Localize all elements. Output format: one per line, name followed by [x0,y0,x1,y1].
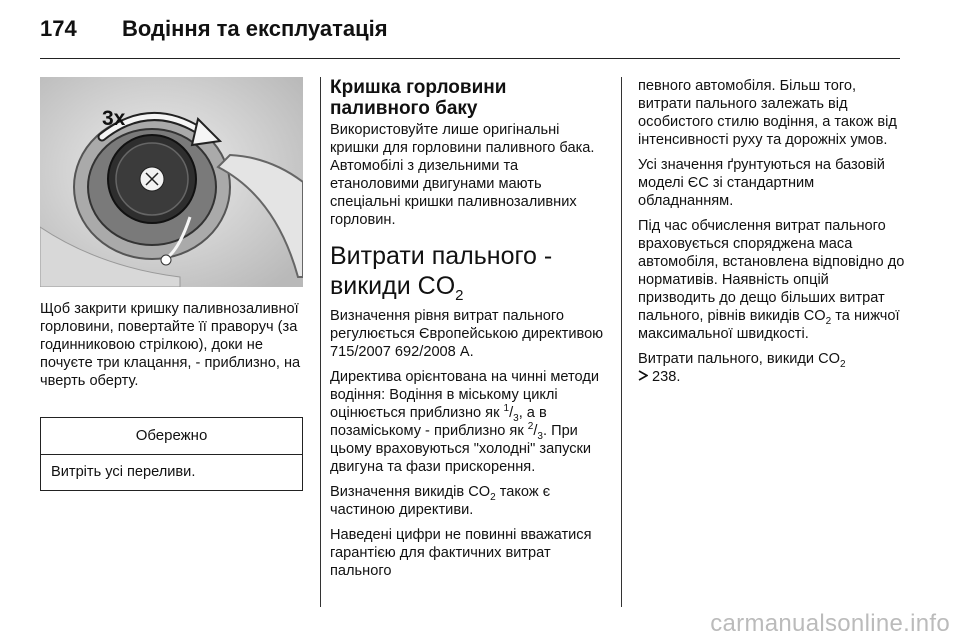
text-run: та нижчої максимальної швидкості. [638,308,900,342]
page-title: Водіння та експлуатація [122,16,388,41]
page-number: 174 [40,16,77,41]
middle-column [330,77,608,587]
text-run: . При цьому враховуються "холодні" запуски двигуна та фази прискорення. [330,423,592,475]
text-run: , а в позаміському - приблизно як [330,405,547,439]
curb-weight-paragraph [638,217,908,343]
driving-style-paragraph: певного автомобіля. Більш того, витрати пального залежать від особистого стилю водіння, а також від інтенсивності руху та дорожніх умов. [638,78,897,148]
fraction-denominator: 3 [513,412,519,424]
heading-subscript: 2 [455,287,464,304]
column-divider-left [320,77,321,607]
text-run: Визначення викидів CO [330,484,491,500]
subscript: 2 [825,315,832,327]
caution-text: Витріть усі переливи. [51,464,196,480]
header-rule [40,58,900,59]
fraction-numerator: 2 [527,421,534,433]
base-model-paragraph: Усі значення ґрунтуються на базовій моделі ЄС зі стандартним обладнанням. [638,157,885,209]
caution-box [40,417,303,491]
fuel-consumption-heading [330,241,608,304]
text-run: Директива орієнтована на чинні методи водіння: Водіння в міському циклі оцінюється приблизно як [330,369,600,421]
figure-label: 3x [102,107,126,130]
text-run: також є частиною директиви. [330,484,551,518]
text-run: Під час обчислення витрат пального враховується споряджена маса автомобіля, встановлена відповідно до нормативів. Наявність опцій призводить до дещо більших витрат пального, рівнів викидів CO [638,218,905,324]
directive-paragraph: Визначення рівня витрат пального регулюється Європейською директивою 715/2007 692/2008 A. [330,308,604,360]
fuel-cap-drawing [40,77,303,287]
subscript: 2 [839,358,846,370]
caution-title: Обережно [41,418,302,455]
closing-instruction: Щоб закрити кришку паливнозаливної горловини, повертайте її праворуч (за годинниковою стрілкою), доки не почуєте три клацання, - приблизно, на чверть оберту. [40,301,301,389]
text-run: Витрати пального, викиди CO [638,351,840,367]
right-column [638,77,908,393]
cross-reference[interactable] [638,350,908,386]
column-divider-right [621,77,622,607]
fuel-cap-text: Використовуйте лише оригінальні кришки для горловини паливного бака. Автомобілі з дизельними та етаноловими двигунами мають спеціальні кришки паливнозаливних горловин. [330,122,595,228]
heading-text: Витрати пального - викиди CO [330,242,553,300]
watermark: carmanualsonline.info [710,610,950,637]
emissions-paragraph [330,483,608,519]
fraction-numerator: 1 [503,403,510,415]
arrow-reference-icon [638,369,648,385]
fraction-denominator: 3 [537,430,543,442]
fuel-cap-heading: Кришка горловини паливного баку [330,77,507,119]
driving-methods-paragraph: Директива орієнтована на чинні методи водіння: Водіння в міському циклі оцінюється приблизно як $^1/_3$, а в позаміському - приблизно як $^2/_3$. При цьому враховуються "холодні" запуски двигуна та фази прискорення. [330,369,600,475]
disclaimer-paragraph: Наведені цифри не повинні вважатися гарантією для фактичних витрат пального [330,527,592,579]
fuel-cap-illustration [40,77,303,287]
subscript: 2 [490,491,496,503]
page-reference[interactable]: 238. [648,369,681,385]
left-column [40,300,310,397]
page-header [40,16,900,46]
